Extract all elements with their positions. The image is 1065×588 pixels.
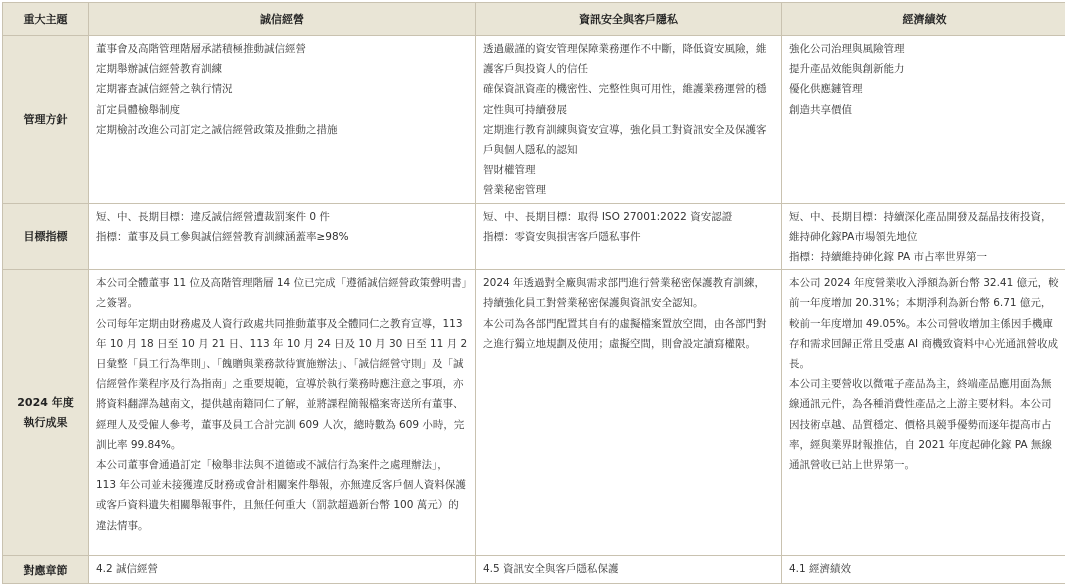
header-economic-performance: 經濟績效	[782, 3, 1065, 36]
cell-management-integrity	[89, 36, 476, 204]
material-topics-table	[2, 2, 1065, 584]
text-line: 強化公司治理與風險管理	[789, 39, 1060, 59]
text-paragraph: 公司每年定期由財務處及人資行政處共同推動董事及全體同仁之教育宣導，113 年 10 月 18 日至 10 月 21 日、113 年 10 月 24 日及 10 月 30 日至 11 月 2 日彙整「員工行為準則」、「餽贈與業務款待實施辦法」、「誠信經營守則」及「誠信經營作業程序及行為指南」之重要規範，宣導於執行業務時應注意之事項，亦將資料翻譯為越南文，提供越南籍同仁了解，並將課程簡報檔案寄送所有董事、經理人及受僱人參考，董事及員工合計完訓 609 人次，總時數為 609 小時，完訓比率 99.84%。	[96, 314, 468, 455]
text-paragraph: 2024 年透過對全廠與需求部門進行營業秘密保護教育訓練，持續強化員工對營業秘密保護與資訊安全認知。	[483, 273, 774, 313]
text-line: 短、中、長期目標：取得 ISO 27001:2022 資安認證	[483, 207, 774, 227]
text-line: 定期舉辦誠信經營教育訓練	[96, 59, 468, 79]
row-chapters	[3, 556, 1065, 584]
row-targets	[3, 203, 1065, 270]
cell-management-infosec	[476, 36, 782, 204]
cell-results-infosec	[476, 270, 782, 556]
text-line: 短、中、長期目標：違反誠信經營遭裁罰案件 0 件	[96, 207, 468, 227]
row-label-chapters: 對應章節	[3, 556, 89, 584]
header-topic: 重大主題	[3, 3, 89, 36]
cell-management-economic	[782, 36, 1065, 204]
cell-chapter-economic: 4.1 經濟績效	[782, 556, 1065, 584]
cell-targets-integrity	[89, 203, 476, 270]
row-2024-results	[3, 270, 1065, 556]
row-label-management: 管理方針	[3, 36, 89, 204]
text-line: 智財權管理	[483, 160, 774, 180]
cell-chapter-integrity: 4.2 誠信經營	[89, 556, 476, 584]
text-line: 訂定員體檢舉制度	[96, 100, 468, 120]
header-integrity: 誠信經營	[89, 3, 476, 36]
text-line: 指標：零資安與損害客戶隱私事件	[483, 227, 774, 247]
text-line: 短、中、長期目標：持續深化產品開發及磊晶技術投資，維持砷化鎵PA市場領先地位	[789, 207, 1060, 247]
text-line: 提升產品效能與創新能力	[789, 59, 1060, 79]
text-line: 確保資訊資產的機密性、完整性與可用性，維護業務運營的穩定性與可持續發展	[483, 79, 774, 119]
header-infosec-privacy: 資訊安全與客戶隱私	[476, 3, 782, 36]
text-line: 優化供應鏈管理	[789, 79, 1060, 99]
row-management-approach	[3, 36, 1065, 204]
text-line: 定期進行教育訓練與資安宣導，強化員工對資訊安全及保護客戶與個人隱私的認知	[483, 120, 774, 160]
text-paragraph: 本公司主要營收以微電子產品為主，終端產品應用面為無線通訊元件，為各種消費性產品之上游主要材料。本公司因技術卓越、品質穩定、價格具競爭優勢而逐年提高市占率，經與業界財報推估，自 2021 年度起砷化鎵 PA 無線通訊營收已站上世界第一。	[789, 374, 1060, 475]
text-paragraph: 本公司全體董事 11 位及高階管理階層 14 位已完成「遵循誠信經營政策聲明書」之簽署。	[96, 273, 468, 313]
cell-targets-infosec	[476, 203, 782, 270]
row-label-targets: 目標指標	[3, 203, 89, 270]
results-label-line-1: 2024 年度	[7, 393, 84, 413]
text-line: 營業秘密管理	[483, 180, 774, 200]
text-paragraph: 本公司董事會通過訂定「檢舉非法與不道德或不誠信行為案件之處理辦法」， 113 年公司並未接獲違反財務或會計相關案件舉報，亦無違反客戶個人資料保護或客戶資料遺失相關舉報事件，且無任何重大（罰款超過新台幣 100 萬元）的違法情事。	[96, 455, 468, 536]
results-label-line-2: 執行成果	[7, 413, 84, 433]
cell-results-integrity	[89, 270, 476, 556]
cell-results-economic	[782, 270, 1065, 556]
text-line: 創造共享價值	[789, 100, 1060, 120]
row-label-results	[3, 270, 89, 556]
text-line: 透過嚴謹的資安管理保障業務運作不中斷，降低資安風險，維護客戶與投資人的信任	[483, 39, 774, 79]
text-line: 指標：董事及員工參與誠信經營教育訓練涵蓋率≥98%	[96, 227, 468, 247]
text-line: 定期審查誠信經營之執行情況	[96, 79, 468, 99]
text-line: 定期檢討改進公司訂定之誠信經營政策及推動之措施	[96, 120, 468, 140]
text-line: 董事會及高階管理階層承諾積極推動誠信經營	[96, 39, 468, 59]
text-paragraph: 本公司為各部門配置其自有的虛擬檔案置放空間，由各部門對之進行獨立地規劃及使用；虛擬空間，則會設定讀寫權限。	[483, 314, 774, 354]
cell-chapter-infosec: 4.5 資訊安全與客戶隱私保護	[476, 556, 782, 584]
text-paragraph: 本公司 2024 年度營業收入淨額為新台幣 32.41 億元，較前一年度增加 20.31%；本期淨利為新台幣 6.71 億元，較前一年度增加 49.05%。本公司營收增加主係因手機庫存和需求回歸正常且受惠 AI 商機致資料中心光通訊營收成長。	[789, 273, 1060, 374]
cell-targets-economic	[782, 203, 1065, 270]
text-line: 指標：持續維持砷化鎵 PA 市占率世界第一	[789, 247, 1060, 267]
header-row	[3, 3, 1065, 36]
